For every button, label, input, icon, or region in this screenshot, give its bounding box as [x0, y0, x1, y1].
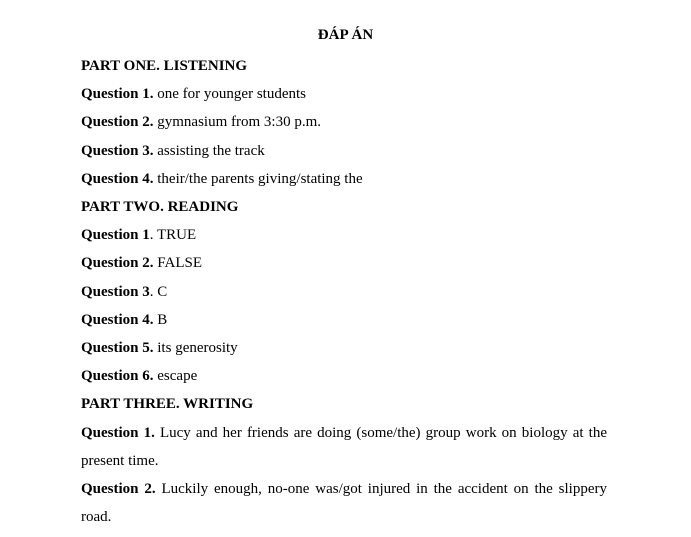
question-label: Question 1.	[81, 86, 154, 103]
question-label: Question 2.	[81, 481, 156, 498]
part-one-heading: PART ONE. LISTENING	[81, 58, 248, 74]
question-answer: Lucy and her friends are doing (some/the) group work on biology at the present time.	[81, 424, 607, 469]
question-label: Question 3.	[81, 142, 154, 159]
question-label: Question 3	[81, 283, 150, 300]
question-answer: its generosity	[153, 340, 238, 357]
listening-question-3	[81, 137, 607, 165]
reading-question-1	[81, 221, 607, 249]
reading-question-4	[81, 306, 607, 334]
page-title: ĐÁP ÁN	[317, 27, 374, 43]
question-answer: escape	[153, 368, 198, 385]
question-answer: . C	[149, 283, 168, 300]
reading-question-2	[81, 249, 607, 277]
writing-question-2	[81, 475, 607, 531]
question-answer: their/the parents giving/stating the	[153, 170, 363, 187]
listening-question-4	[81, 165, 607, 193]
question-label: Question 4.	[81, 170, 154, 187]
question-label: Question 5.	[81, 340, 154, 357]
listening-question-1	[81, 80, 607, 108]
listening-question-2	[81, 108, 607, 136]
question-answer: B	[153, 311, 168, 328]
writing-question-1	[81, 419, 607, 475]
answer-content	[81, 52, 607, 531]
question-answer: . TRUE	[149, 227, 197, 244]
question-label: Question 4.	[81, 311, 154, 328]
question-answer: assisting the track	[153, 142, 265, 159]
question-label: Question 1	[81, 227, 150, 244]
question-answer: gymnasium from 3:30 p.m.	[153, 114, 322, 131]
reading-question-6	[81, 362, 607, 390]
reading-question-3	[81, 278, 607, 306]
question-label: Question 2.	[81, 255, 154, 272]
question-label: Question 6.	[81, 368, 154, 385]
question-label: Question 1.	[81, 424, 155, 441]
part-two-heading: PART TWO. READING	[81, 199, 239, 216]
question-answer: Luckily enough, no-one was/got injured in the accident on the slippery road.	[81, 481, 607, 526]
question-label: Question 2.	[81, 114, 154, 131]
reading-question-5	[81, 334, 607, 362]
question-answer: one for younger students	[153, 86, 306, 103]
question-answer: FALSE	[153, 255, 202, 272]
part-three-heading: PART THREE. WRITING	[81, 396, 254, 413]
